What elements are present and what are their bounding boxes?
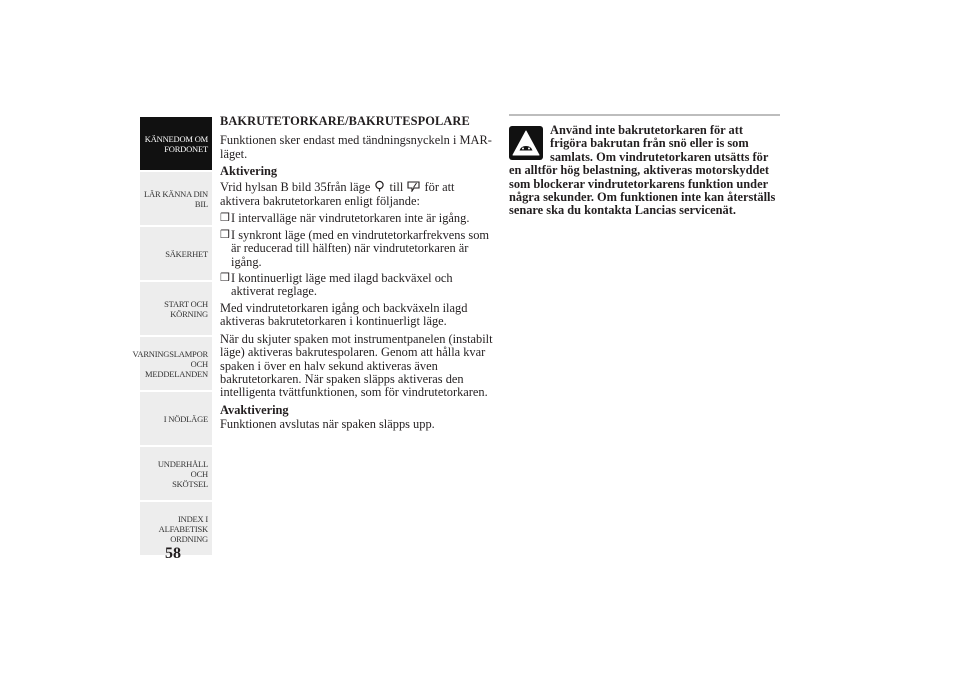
tab-label: INDEX I ALFABETISK ORDNING bbox=[158, 513, 208, 544]
tab-kannedom-om-fordonet[interactable] bbox=[140, 117, 212, 170]
rear-wiper-icon bbox=[407, 180, 420, 195]
chapter-sidebar bbox=[132, 117, 212, 557]
page-number: 58 bbox=[165, 545, 181, 562]
activation-paragraph bbox=[220, 180, 495, 209]
activation-pre: Vrid hylsan B bild 35från läge bbox=[220, 179, 371, 194]
deactivation-paragraph: Funktionen avslutas när spaken släpps upp. bbox=[220, 417, 435, 432]
checkbox-bullet-icon: ❒ bbox=[220, 272, 230, 285]
list-item-text: I intervalläge när vindrutetorkaren inte är igång. bbox=[231, 211, 470, 226]
activation-post: för att aktivera bakrutetorkaren enligt följande: bbox=[220, 179, 455, 209]
tab-label: SÄKERHET bbox=[165, 248, 208, 259]
deactivation-title: Avaktivering bbox=[220, 402, 289, 417]
tab-label: UNDERHÅLL OCH SKÖTSEL bbox=[157, 458, 208, 489]
list-item-text: I synkront läge (med en vindrutetorkarfrekvens som är reducerad till hälften) när vindrutetorkaren är igång. bbox=[231, 227, 490, 269]
list-item-text: I kontinuerligt läge med ilagd backväxel och aktiverat reglage. bbox=[231, 271, 453, 299]
list-item bbox=[220, 229, 495, 269]
section-heading: BAKRUTETORKARE/BAKRUTESPOLARE bbox=[220, 114, 470, 128]
tab-i-nodlage[interactable] bbox=[140, 392, 212, 445]
push-paragraph: När du skjuter spaken mot instrumentpanelen (instabilt läge) aktiveras bakrutespolaren. Genom att hålla kvar spaken i över en halv sekund aktiveras även bakrutetorkaren. När spaken släpps aktiveras den intelligenta tvättfunktionen, som för vindrutetorkaren. bbox=[220, 331, 493, 400]
warning-text bbox=[509, 124, 780, 218]
activation-title: Aktivering bbox=[220, 164, 278, 179]
warning-triangle-icon bbox=[509, 126, 543, 160]
off-position-icon bbox=[374, 180, 385, 195]
tab-label: I NÖDLÄGE bbox=[163, 413, 208, 424]
tab-varningslampor[interactable] bbox=[132, 337, 212, 390]
divider bbox=[509, 114, 780, 116]
checkbox-bullet-icon: ❒ bbox=[220, 212, 230, 225]
checkbox-bullet-icon: ❒ bbox=[220, 228, 230, 241]
warning-text-part: en alltför hög belastning, aktiveras motorskyddet som blockerar vindrutetorkarens funktion under några sekunder. Om funktionen inte kan återställs senare ska du kontakta Lancias servicenät. bbox=[509, 163, 776, 218]
tab-sakerhet[interactable] bbox=[140, 227, 212, 280]
main-column bbox=[220, 115, 495, 436]
tab-underhall-och-skotsel[interactable] bbox=[140, 447, 212, 500]
tab-label: START OCH KÖRNING bbox=[164, 298, 208, 319]
intro-paragraph: Funktionen sker endast med tändningsnyckeln i MAR-läget. bbox=[220, 133, 492, 161]
list-item bbox=[220, 272, 495, 299]
warning-content bbox=[509, 124, 780, 218]
tab-label: LÄR KÄNNA DIN BIL bbox=[144, 188, 208, 209]
activation-mid: till bbox=[389, 179, 404, 194]
tab-lar-kanna-din-bil[interactable] bbox=[140, 172, 212, 225]
warning-box bbox=[509, 114, 780, 218]
list-item bbox=[220, 212, 495, 225]
tab-start-och-korning[interactable] bbox=[140, 282, 212, 335]
warning-text-part: Använd inte bakrutetorkaren för att frigöra bakrutan från snö eller is som samlats. Om vindrutetorkaren utsätts för bbox=[550, 123, 769, 164]
reverse-paragraph: Med vindrutetorkaren igång och backväxeln ilagd aktiveras bakrutetorkaren i kontinuerligt läge. bbox=[220, 300, 468, 329]
tab-label: KÄNNEDOM OM FORDONET bbox=[144, 133, 208, 154]
tab-label: VARNINGSLAMPOR OCH MEDDELANDEN bbox=[132, 348, 208, 379]
